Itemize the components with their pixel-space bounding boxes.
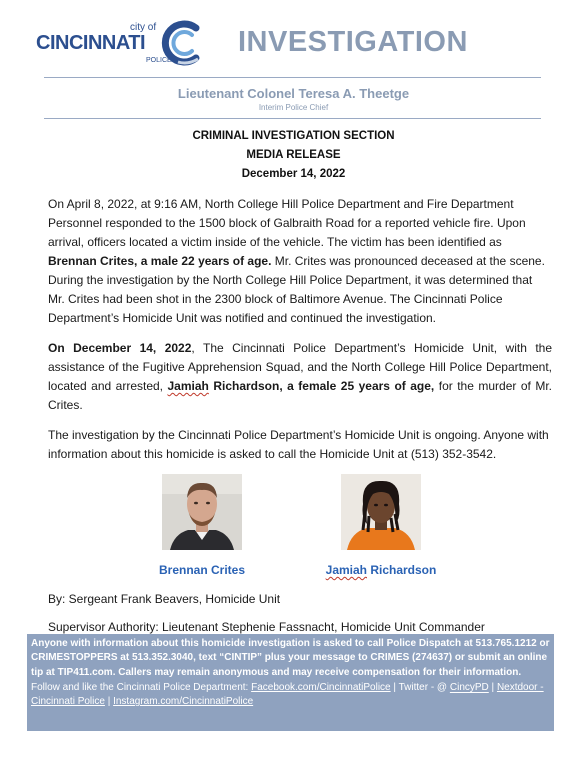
- byline: By: Sergeant Frank Beavers, Homicide Unit: [48, 592, 281, 606]
- incident-text-1: On April 8, 2022, at 9:16 AM, North College Hill Police Department and Fire Department Personnel responded to the 1500 block of Galbraith Road for a reported vehicle fire. Upon arrival, officers located a victim inside of the vehicle. The victim has been identified as: [48, 197, 526, 249]
- supervisor-line: Supervisor Authority: Lieutenant Stephenie Fassnacht, Homicide Unit Commander: [48, 620, 485, 634]
- separator: |: [104, 696, 114, 708]
- facebook-link[interactable]: Facebook.com/CincinnatiPolice: [251, 682, 391, 694]
- instagram-link[interactable]: Instagram.com/CincinnatiPolice: [113, 696, 254, 708]
- release-date: December 14, 2022: [241, 168, 346, 180]
- suspect-caption-rest: Richardson: [367, 563, 437, 577]
- twitter-prefix: | Twitter - @: [390, 682, 450, 694]
- tip-info-text: Anyone with information about this homicide investigation is asked to call Police Dispatch at 513.765.1212 or CRIMESTOPPERS at 513.352.3040, text “CINTIP” plus your message to CRIMES (274637) or submit an online tip at TIP411.com. Callers may remain anonymous and may receive compensation for their information.: [31, 638, 550, 678]
- twitter-link[interactable]: CincyPD: [449, 682, 489, 694]
- chief-name: Lieutenant Colonel Teresa A. Theetge: [177, 86, 410, 101]
- suspect-caption: [320, 563, 442, 577]
- header-divider-bottom: [44, 118, 541, 119]
- section-heading: CRIMINAL INVESTIGATION SECTION: [192, 130, 395, 142]
- arrest-text-2: for the murder of Mr. Crites.: [48, 379, 552, 412]
- chief-title: Interim Police Chief: [258, 103, 329, 112]
- arrest-date: On December 14, 2022: [48, 341, 192, 355]
- victim-identity: Brennan Crites, a male 22 years of age.: [48, 254, 272, 268]
- nextdoor-link[interactable]: Nextdoor - Cincinnati Police: [31, 682, 544, 708]
- tip-info-box: [27, 634, 554, 731]
- suspect-photo: [341, 474, 421, 550]
- logo-city-name: CINCINNATI: [36, 32, 146, 54]
- paragraph-incident: [48, 195, 552, 328]
- victim-caption: Brennan Crites: [158, 563, 246, 577]
- suspect-identity: Richardson, a female 25 years of age,: [208, 379, 435, 393]
- logo-city-of: city of: [130, 22, 157, 33]
- suspect-first-name: Jamiah: [167, 379, 209, 393]
- incident-text-2: Mr. Crites was pronounced deceased at the scene. During the investigation by the North College Hill Police Department, it was determined that Mr. Crites had been shot in the 2300 block of Baltimore Avenue. The Cincinnati Police Department’s Homicide Unit was notified and continued the investigation.: [48, 254, 545, 325]
- logo-c-mark-icon: [158, 18, 204, 68]
- paragraph-arrest: [48, 339, 552, 415]
- suspect-caption-first: Jamiah: [325, 563, 367, 577]
- page-title: INVESTIGATION: [238, 26, 468, 58]
- follow-prefix: Follow and like the Cincinnati Police Department:: [31, 682, 252, 694]
- release-type-heading: MEDIA RELEASE: [246, 149, 341, 161]
- separator: |: [488, 682, 497, 694]
- victim-photo: [162, 474, 242, 550]
- paragraph-ongoing: The investigation by the Cincinnati Police Department’s Homicide Unit is ongoing. Anyone with information about this homicide is asked to call the Homicide Unit at (513) 352-3542.: [48, 428, 549, 461]
- arrest-text-1: , The Cincinnati Police Department’s Homicide Unit, with the assistance of the Fugitive Apprehension Squad, and the North College Hill Police Department, located and arrested,: [48, 341, 553, 393]
- header-divider-top: [44, 77, 541, 78]
- social-links: [31, 681, 550, 709]
- page-header: [0, 0, 587, 80]
- cincinnati-police-logo: [36, 18, 206, 68]
- logo-police: POLICE: [146, 57, 172, 64]
